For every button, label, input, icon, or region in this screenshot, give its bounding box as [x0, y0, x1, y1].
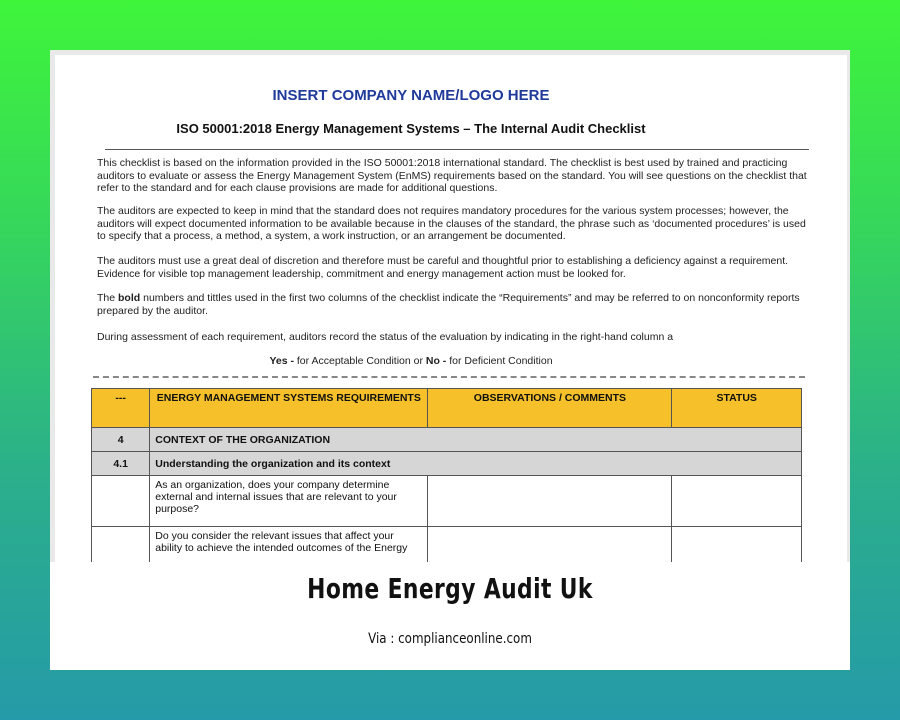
- yes-text: for Acceptable Condition or: [293, 355, 426, 367]
- header-status: STATUS: [672, 389, 802, 428]
- p4-bold: bold: [118, 292, 141, 304]
- dashed-divider: [93, 376, 805, 378]
- section-row: [92, 452, 802, 476]
- question-number-cell: [92, 476, 150, 527]
- question-row: [92, 527, 802, 563]
- section-number: 4.1: [92, 452, 150, 476]
- status-cell[interactable]: [672, 527, 802, 563]
- question-text: As an organization, does your company determine external and internal issues that are relevant to your purpose?: [150, 476, 428, 527]
- table-header-row: [92, 389, 802, 428]
- caption-source: Via : complianceonline.com: [368, 631, 532, 647]
- document-title: ISO 50001:2018 Energy Management Systems – The Internal Audit Checklist: [176, 121, 646, 136]
- company-placeholder: INSERT COMPANY NAME/LOGO HERE: [272, 87, 550, 104]
- title-divider: [105, 149, 809, 150]
- audit-checklist-table: [91, 388, 802, 562]
- question-number-cell: [92, 527, 150, 563]
- intro-paragraph: This checklist is based on the information provided in the ISO 50001:2018 international standard. The checklist is best used by trained and practicing auditors to evaluate or assess the Energy Management System (EnMS) requirements based on the standard. You will see questions on the checklist that refer to the standard and for each clause provisions are made for additional questions.: [97, 157, 807, 194]
- caption-title: Home Energy Audit Uk: [307, 572, 593, 605]
- question-text: Do you consider the relevant issues that affect your ability to achieve the intended outcomes of the Energy: [150, 527, 428, 563]
- auditor-expectation-paragraph: The auditors are expected to keep in mind that the standard does not requires mandatory procedures for the various system processes; however, the auditors will expect documented information to be available because in the clauses of the standard, the phrase such as ‘documented procedures’ is used to specify that a process, a method, a system, a work instruction, or an arrangement be documented.: [97, 205, 806, 242]
- no-text: for Deficient Condition: [446, 355, 553, 367]
- document-image: [50, 50, 850, 562]
- header-requirements: ENERGY MANAGEMENT SYSTEMS REQUIREMENTS: [150, 389, 428, 428]
- no-label: No -: [425, 355, 447, 367]
- status-legend: [55, 355, 767, 367]
- section-title: CONTEXT OF THE ORGANIZATION: [150, 428, 802, 452]
- status-cell[interactable]: [672, 476, 802, 527]
- document-page: [55, 55, 847, 562]
- section-number: 4: [92, 428, 150, 452]
- question-row: [92, 476, 802, 527]
- caption-panel: [50, 562, 850, 670]
- observations-cell[interactable]: [428, 527, 672, 563]
- p4-after: numbers and tittles used in the first two columns of the checklist indicate the “Requirements” and may be referred to on nonconformity reports prepared by the auditor.: [97, 292, 800, 317]
- header-number: ---: [92, 389, 150, 428]
- assessment-paragraph: During assessment of each requirement, auditors record the status of the evaluation by indicating in the right-hand column a: [97, 331, 674, 343]
- section-row: [92, 428, 802, 452]
- bold-numbers-paragraph: [97, 292, 817, 317]
- p4-before: The: [97, 292, 119, 304]
- section-title: Understanding the organization and its context: [150, 452, 802, 476]
- discretion-paragraph: The auditors must use a great deal of discretion and therefore must be careful and thoughtful prior to establishing a deficiency against a requirement. Evidence for visible top management leadership, commitment and energy management action must be looked for.: [97, 255, 789, 280]
- header-observations: OBSERVATIONS / COMMENTS: [428, 389, 672, 428]
- yes-label: Yes -: [269, 355, 294, 367]
- observations-cell[interactable]: [428, 476, 672, 527]
